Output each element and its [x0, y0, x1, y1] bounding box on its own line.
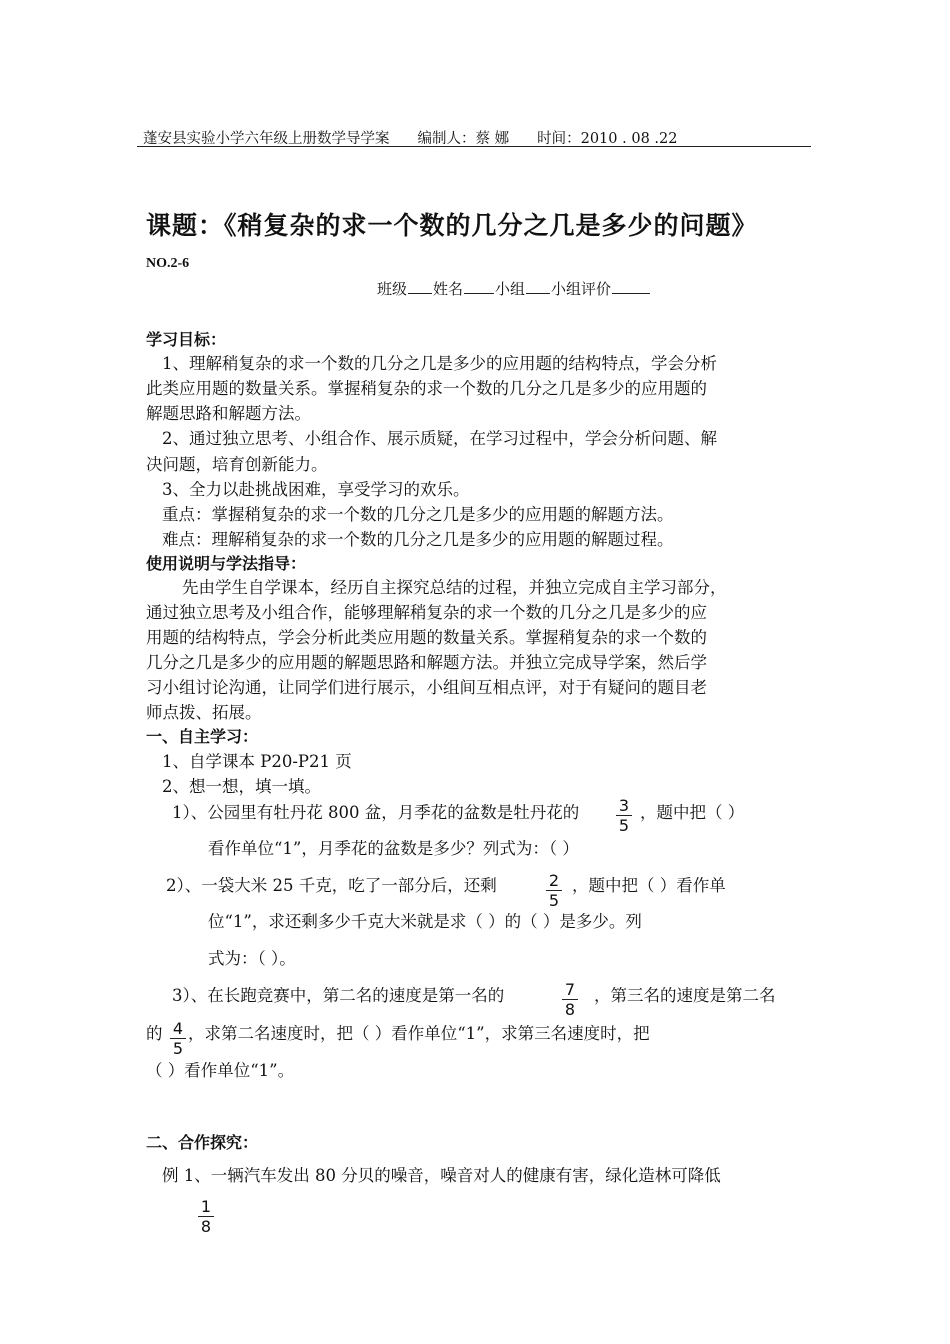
group-label: 小组	[495, 280, 526, 298]
header-date: 时间：2010 . 08 .22	[537, 131, 678, 147]
question-2-line2[interactable]: 位“1”，求还剩多少千克大米就是求（ ）的（ ）是多少。列	[208, 912, 642, 931]
fraction-2-5: 2 5	[546, 872, 562, 909]
name-label: 姓名	[433, 280, 464, 298]
page-header	[143, 127, 677, 148]
eval-blank[interactable]	[612, 279, 650, 294]
question-3-pre: 的	[146, 1024, 163, 1043]
header-editor: 编制人：蔡 娜	[417, 131, 510, 147]
fraction-3-5: 3 5	[616, 797, 632, 834]
objective-line: 2、通过独立思考、小组合作、展示质疑，在学习过程中，学会分析问题、解	[162, 429, 717, 448]
question-2-blank[interactable]: ，题中把（ ）看作单	[572, 876, 726, 895]
guide-line: 师点拨、拓展。	[146, 703, 262, 722]
eval-label: 小组评价	[551, 280, 612, 298]
class-blank[interactable]	[408, 279, 432, 294]
self-study-item: 2、想一想，填一填。	[162, 777, 321, 796]
question-1-blank[interactable]: ，题中把（ ）	[640, 803, 745, 822]
fraction-4-5: 4 5	[170, 1020, 186, 1057]
question-3-line3[interactable]: （ ）看作单位“1”。	[146, 1061, 295, 1080]
guide-line: 先由学生自学课本，经历自主探究总结的过程，并独立完成自主学习部分，	[182, 578, 727, 597]
group-blank[interactable]	[526, 279, 550, 294]
example-1-text: 例 1、一辆汽车发出 80 分贝的噪音，噪音对人的健康有害，绿化造林可降低	[162, 1166, 721, 1185]
page-title: 课题：《稍复杂的求一个数的几分之几是多少的问题》	[146, 211, 758, 240]
name-blank[interactable]	[464, 279, 494, 294]
header-school: 蓬安县实验小学六年级上册数学导学案	[143, 131, 390, 147]
question-3-line2[interactable]: ，求第二名速度时，把（ ）看作单位“1”，求第三名速度时，把	[188, 1024, 650, 1043]
objectives-heading: 学习目标：	[146, 330, 227, 349]
objective-line: 3、全力以赴挑战困难，享受学习的欢乐。	[162, 480, 470, 499]
objective-line: 此类应用题的数量关系。掌握稍复杂的求一个数的几分之几是多少的应用题的	[146, 379, 707, 398]
student-fields	[377, 278, 651, 299]
guide-line: 几分之几是多少的应用题的解题思路和解题方法。并独立完成导学案，然后学	[146, 653, 707, 672]
header-rule	[137, 146, 811, 147]
fraction-1-8: 1 8	[198, 1198, 214, 1235]
question-3-text-b: ，第三名的速度是第二名	[594, 986, 776, 1005]
question-3-text: 3）、在长跑竞赛中，第二名的速度是第一名的	[172, 986, 505, 1005]
question-2-text: 2）、一袋大米 25 千克，吃了一部分后，还剩	[166, 876, 497, 895]
key-point: 重点：掌握稍复杂的求一个数的几分之几是多少的应用题的解题方法。	[162, 505, 674, 524]
question-1-line2[interactable]: 看作单位“1”，月季花的盆数是多少？列式为：（ ）	[208, 839, 579, 858]
lesson-number: NO.2-6	[146, 256, 190, 271]
objective-line: 解题思路和解题方法。	[146, 404, 311, 423]
fraction-7-8: 7 8	[562, 981, 578, 1018]
difficult-point: 难点：理解稍复杂的求一个数的几分之几是多少的应用题的解题过程。	[162, 530, 674, 549]
question-1-text: 1）、公园里有牡丹花 800 盆，月季花的盆数是牡丹花的	[172, 803, 580, 822]
cooperation-heading: 二、合作探究：	[146, 1133, 259, 1152]
class-label: 班级	[377, 280, 408, 298]
guide-line: 用题的结构特点，学会分析此类应用题的数量关系。掌握稍复杂的求一个数的	[146, 628, 707, 647]
self-study-item: 1、自学课本 P20-P21 页	[162, 752, 352, 771]
guide-heading: 使用说明与学法指导：	[146, 554, 307, 573]
guide-line: 通过独立思考及小组合作，能够理解稍复杂的求一个数的几分之几是多少的应	[146, 603, 707, 622]
question-2-line3[interactable]: 式为：（ ）。	[208, 949, 296, 968]
self-study-heading: 一、自主学习：	[146, 727, 259, 746]
objective-line: 1、理解稍复杂的求一个数的几分之几是多少的应用题的结构特点，学会分析	[162, 354, 717, 373]
guide-line: 习小组讨论沟通，让同学们进行展示，小组间互相点评，对于有疑问的题目老	[146, 678, 707, 697]
objective-line: 决问题，培育创新能力。	[146, 455, 328, 474]
